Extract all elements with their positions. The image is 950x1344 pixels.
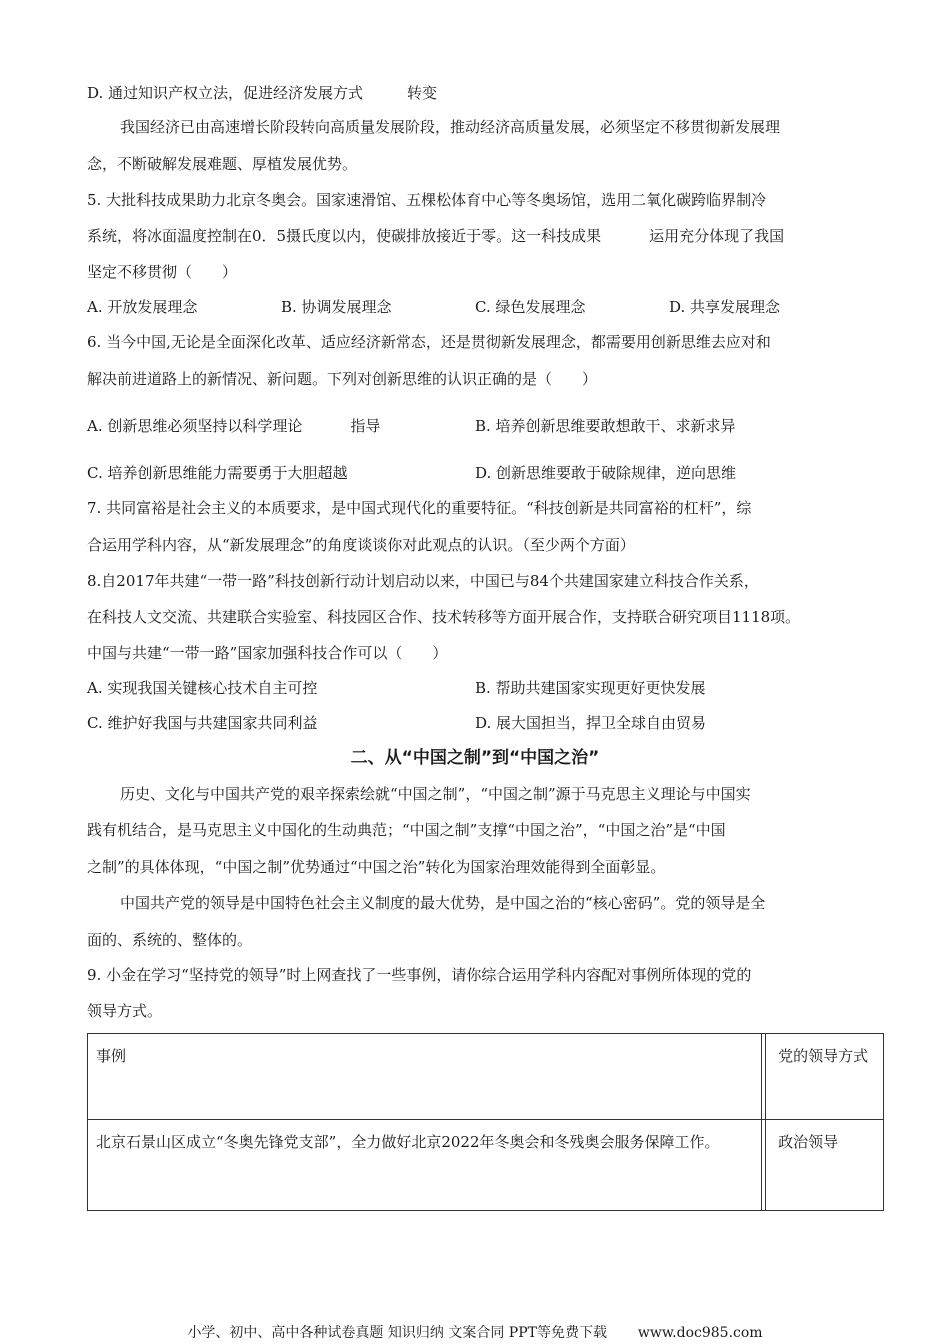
q8-option-b: B. 帮助共建国家实现更好更快发展 xyxy=(475,679,706,697)
intro-paragraph-line2: 念，不断破解发展难题、厚植发展优势。 xyxy=(87,155,358,173)
q9-line1: 9. 小金在学习“坚持党的领导”时上网查找了一些事例，请你综合运用学科内容配对事例所体现的党的 xyxy=(87,966,752,984)
section-paragraph1-line3: 之制”的具体体现，“中国之制”优势通过“中国之治”转化为国家治理效能得到全面彰显。 xyxy=(87,858,666,876)
section-paragraph2-line2: 面的、系统的、整体的。 xyxy=(87,931,253,949)
q8-line1: 8.自2017年共建“一带一路”科技创新行动计划启动以来，中国已与84个共建国家建立科技合作关系， xyxy=(87,572,759,590)
q5-line2: 系统，将冰面温度控制在0．5摄氏度以内，使碳排放接近于零。这一科技成果 运用充分体现了我国 xyxy=(87,227,785,245)
q4-option-d: D. 通过知识产权立法，促进经济发展方式 转变 xyxy=(87,84,438,102)
q5-option-b: B. 协调发展理念 xyxy=(281,298,392,316)
q5-option-d: D. 共享发展理念 xyxy=(669,298,781,316)
q6-option-d: D. 创新思维要敢于破除规律，逆向思维 xyxy=(475,464,737,482)
q8-line2: 在科技人文交流、共建联合实验室、科技园区合作、技术转移等方面开展合作，支持联合研究项目1118项。 xyxy=(87,608,801,626)
table-header-row xyxy=(88,1034,884,1120)
q5-line3: 坚定不移贯彻（ ） xyxy=(87,263,238,281)
q6-line1: 6. 当今中国,无论是全面深化改革、适应经济新常态，还是贯彻新发展理念，都需要用创新思维去应对和 xyxy=(87,333,771,351)
q8-option-d: D. 展大国担当，捍卫全球自由贸易 xyxy=(475,714,707,732)
q5-option-c: C. 绿色发展理念 xyxy=(475,298,586,316)
intro-paragraph-line1: 我国经济已由高速增长阶段转向高质量发展阶段，推动经济高质量发展，必须坚定不移贯彻新发展理 xyxy=(120,118,781,136)
section-paragraph1-line2: 践有机结合，是马克思主义中国化的生动典范；“中国之制”支撑“中国之治”，“中国之治”是“中国 xyxy=(87,821,726,839)
q9-line2: 领导方式。 xyxy=(87,1002,163,1020)
q7-line2: 合运用学科内容，从“新发展理念”的角度谈谈你对此观点的认识。（至少两个方面） xyxy=(87,536,635,554)
q6-option-a: A. 创新思维必须坚持以科学理论 指导 xyxy=(87,417,381,435)
table-cell-example: 北京石景山区成立“冬奥先锋党支部”，全力做好北京2022年冬奥会和冬残奥会服务保障工作。 xyxy=(88,1120,762,1211)
q8-option-a: A. 实现我国关键核心技术自主可控 xyxy=(87,679,318,697)
q6-option-c: C. 培养创新思维能力需要勇于大胆超越 xyxy=(87,464,348,482)
section-paragraph1-line1: 历史、文化与中国共产党的艰辛探索绘就“中国之制”，“中国之制”源于马克思主义理论与中国实 xyxy=(120,785,751,803)
section-heading: 二、从“中国之制”到“中国之治” xyxy=(350,748,600,768)
q8-line3: 中国与共建“一带一路”国家加强科技合作可以（ ） xyxy=(87,644,448,662)
table-row xyxy=(88,1120,884,1211)
footer xyxy=(0,1323,950,1343)
q6-option-b: B. 培养创新思维要敢想敢干、求新求异 xyxy=(475,417,736,435)
table-header-example: 事例 xyxy=(88,1034,762,1120)
q7-line1: 7. 共同富裕是社会主义的本质要求，是中国式现代化的重要特征。“科技创新是共同富裕的杠杆”，综 xyxy=(87,499,752,517)
table-header-method: 党的领导方式 xyxy=(766,1034,884,1120)
footer-link[interactable]: www.doc985.com xyxy=(637,1325,763,1341)
q6-line2: 解决前进道路上的新情况、新问题。下列对创新思维的认识正确的是（ ） xyxy=(87,370,598,388)
leadership-table xyxy=(87,1033,884,1211)
section-paragraph2-line1: 中国共产党的领导是中国特色社会主义制度的最大优势，是中国之治的“核心密码”。党的领导是全 xyxy=(120,894,766,912)
q5-option-a: A. 开放发展理念 xyxy=(87,298,198,316)
q5-line1: 5. 大批科技成果助力北京冬奥会。国家速滑馆、五棵松体育中心等冬奥场馆，选用二氧化碳跨临界制冷 xyxy=(87,191,767,209)
footer-text: 小学、初中、高中各种试卷真题 知识归纳 文案合同 PPT等免费下载 xyxy=(187,1325,607,1341)
q8-option-c: C. 维护好我国与共建国家共同利益 xyxy=(87,714,318,732)
table-cell-method: 政治领导 xyxy=(766,1120,884,1211)
